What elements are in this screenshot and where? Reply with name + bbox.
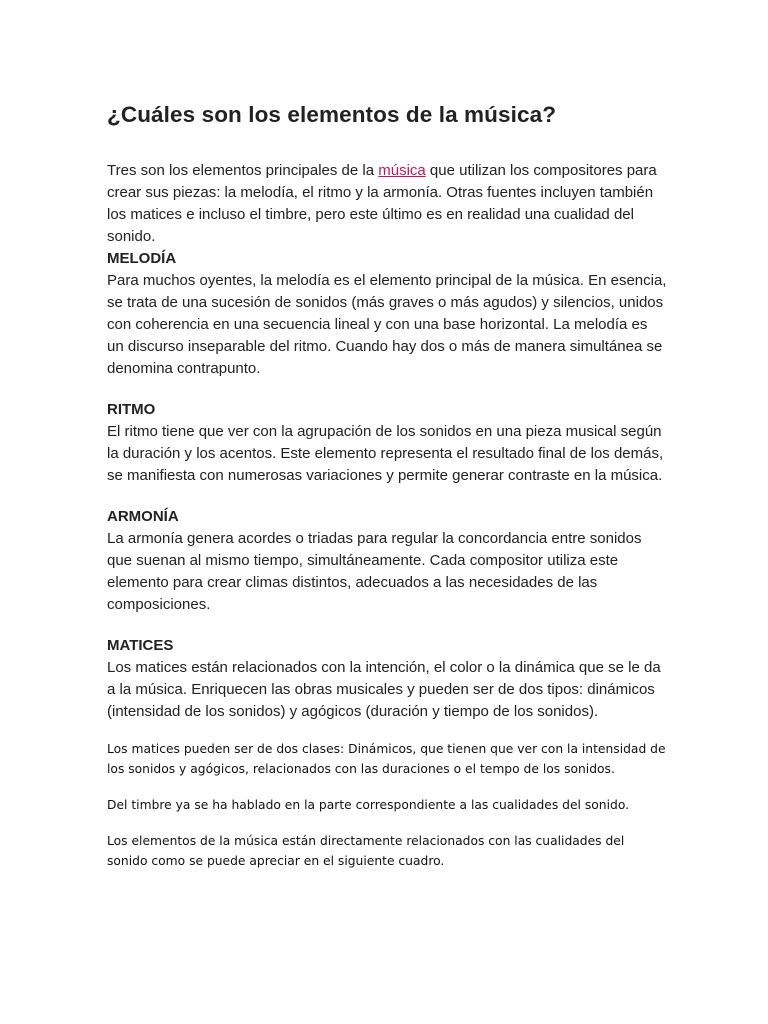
spacer [107, 815, 667, 831]
section-heading-armonia: ARMONÍA [107, 508, 179, 525]
spacer [107, 616, 667, 635]
page-title: ¿Cuáles son los elementos de la música? [107, 102, 557, 127]
section-text-armonia: La armonía genera acordes o triadas para regular la concordancia entre sonidos que suenan al mismo tiempo, simultáneamente. Cada compositor utiliza este elemento para crear climas distintos, adecuados a las necesidades de las composiciones. [107, 530, 642, 613]
spacer [107, 723, 667, 739]
spacer [107, 380, 667, 399]
spacer [107, 779, 667, 795]
section-text-matices: Los matices están relacionados con la intención, el color o la dinámica que se le da a la música. Enriquecen las obras musicales y pueden ser de dos tipos: dinámicos (intensidad de los sonidos) y agógicos (duración y tiempo de los sonidos). [107, 659, 661, 720]
document-page [107, 100, 667, 871]
note-matices-clases: Los matices pueden ser de dos clases: Dinámicos, que tienen que ver con la intensidad de los sonidos y agógicos, relacionados con las duraciones o el tempo de los sonidos. [107, 742, 666, 776]
section-text-melodia: Para muchos oyentes, la melodía es el elemento principal de la música. En esencia, se trata de una sucesión de sonidos (más graves o más agudos) y silencios, unidos con coherencia en una secuencia lineal y con una base horizontal. La melodía es un discurso inseparable del ritmo. Cuando hay dos o más de manera simultánea se denomina contrapunto. [107, 272, 667, 377]
spacer [107, 487, 667, 506]
note-cuadro: Los elementos de la música están directamente relacionados con las cualidades del sonido como se puede apreciar en el siguiente cuadro. [107, 834, 625, 868]
intro-paragraph [107, 160, 667, 248]
intro-text-before-link: Tres son los elementos principales de la [107, 162, 379, 179]
section-heading-matices: MATICES [107, 637, 174, 654]
section-heading-melodia: MELODÍA [107, 250, 177, 267]
musica-link[interactable]: música [378, 162, 426, 179]
section-text-ritmo: El ritmo tiene que ver con la agrupación de los sonidos en una pieza musical según la duración y los acentos. Este elemento representa el resultado final de los demás, se manifiesta con numerosas variaciones y permite generar contraste en la música. [107, 423, 664, 484]
section-heading-ritmo: RITMO [107, 401, 156, 418]
note-timbre: Del timbre ya se ha hablado en la parte correspondiente a las cualidades del sonido. [107, 798, 630, 812]
intro-text-after-link: que utilizan los compositores para crear sus piezas: la melodía, el ritmo y la armonía. Otras fuentes incluyen también los matices e incluso el timbre, pero este último es en realidad una cualidad del sonido. [107, 162, 657, 245]
